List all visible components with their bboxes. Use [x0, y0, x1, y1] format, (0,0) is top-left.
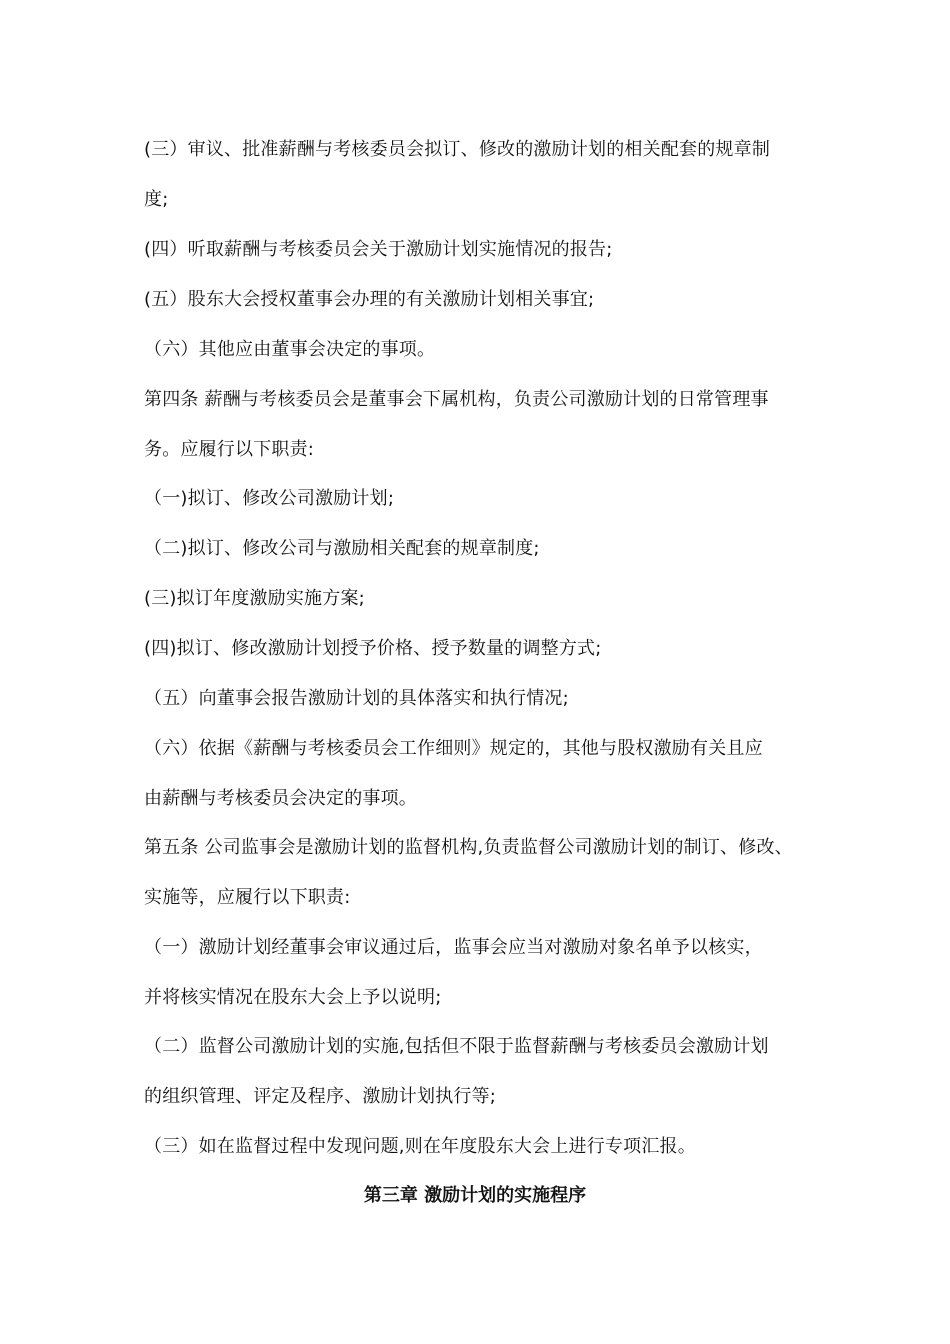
text-line: (三)拟订年度激励实施方案; [144, 588, 365, 609]
text-line: （二)拟订、修改公司与激励相关配套的规章制度; [144, 538, 540, 559]
text-line: (四）听取薪酬与考核委员会关于激励计划实施情况的报告; [144, 239, 613, 260]
text-line: （一）激励计划经董事会审议通过后，监事会应当对激励对象名单予以核实， [144, 937, 763, 958]
text-line: （三）如在监督过程中发现问题,则在年度股东大会上进行专项汇报。 [144, 1136, 696, 1157]
text-line: 实施等，应履行以下职责: [144, 887, 351, 908]
text-line: （五）向董事会报告激励计划的具体落实和执行情况; [144, 688, 569, 709]
text-line: (三）审议、批准薪酬与考核委员会拟订、修改的激励计划的相关配套的规章制 [144, 139, 771, 160]
text-line: 的组织管理、评定及程序、激励计划执行等; [144, 1086, 497, 1107]
text-line: （六）依据《薪酬与考核委员会工作细则》规定的，其他与股权激励有关且应 [144, 738, 763, 759]
text-line: 度; [144, 189, 169, 210]
chapter-heading: 第三章 激励计划的实施程序 [363, 1185, 587, 1206]
text-line: (四)拟订、修改激励计划授予价格、授予数量的调整方式; [144, 638, 602, 659]
text-line: (五）股东大会授权董事会办理的有关激励计划相关事宜; [144, 289, 595, 310]
text-line: 第五条 公司监事会是激励计划的监督机构,负责监督公司激励计划的制订、修改、 [144, 837, 793, 858]
text-line: （一)拟订、修改公司激励计划; [144, 488, 395, 509]
text-line: （六）其他应由董事会决定的事项。 [144, 339, 436, 360]
text-line: （二）监督公司激励计划的实施,包括但不限于监督薪酬与考核委员会激励计划 [144, 1036, 769, 1057]
text-line: 务。应履行以下职责: [144, 439, 315, 460]
text-line: 第四条 薪酬与考核委员会是董事会下属机构，负责公司激励计划的日常管理事 [144, 389, 769, 410]
text-line: 并将核实情况在股东大会上予以说明; [144, 987, 442, 1008]
text-line: 由薪酬与考核委员会决定的事项。 [144, 788, 417, 809]
